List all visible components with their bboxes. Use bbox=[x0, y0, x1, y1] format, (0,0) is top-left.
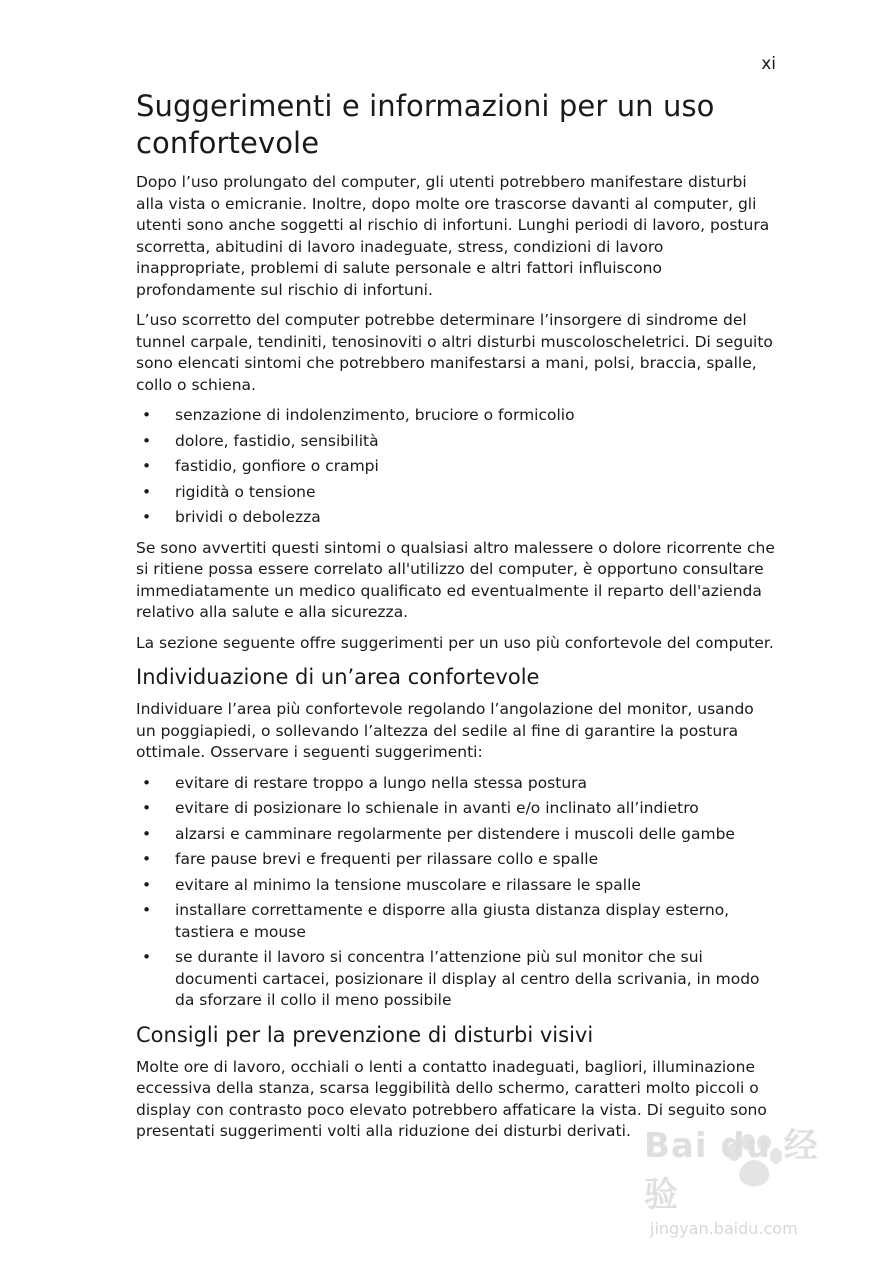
bullet-icon: • bbox=[142, 773, 152, 792]
list-item: • installare correttamente e disporre alla giusta distanza display esterno, tastiera e mouse bbox=[142, 901, 730, 941]
bullet-icon: • bbox=[142, 406, 152, 424]
bullet-icon: • bbox=[142, 824, 152, 843]
bullet-icon: • bbox=[142, 948, 152, 966]
list-item: • fastidio, gonfiore o crampi bbox=[136, 456, 776, 478]
list-item: • alzarsi e camminare regolarmente per distendere i muscoli delle gambe bbox=[136, 824, 776, 846]
watermark-url: jingyan.baidu.com bbox=[650, 1219, 798, 1238]
intro-paragraph-2: L’uso scorretto del computer potrebbe determinare l’insorgere di sindrome del tunnel carpale, tendiniti, tenosinoviti o altri disturbi muscoloscheletrici. Di seguito sono elencati sintomi che potrebbero manifestarsi a mani, polsi, braccia, spalle, collo o schiena. bbox=[136, 311, 773, 394]
document-body bbox=[136, 88, 776, 1152]
comfort-area-paragraph: Individuare l’area più confortevole regolando l’angolazione del monitor, usando un poggiapiedi, o sollevando l’altezza del sedile al fine di garantire la postura ottimale. Osservare i seguenti suggerimenti: bbox=[136, 700, 754, 761]
list-item: • evitare di posizionare lo schienale in avanti e/o inclinato all’indietro bbox=[136, 798, 776, 820]
section-heading-comfort-area: Individuazione di un’area confortevole bbox=[136, 665, 540, 689]
list-item: • dolore, fastidio, sensibilità bbox=[136, 431, 776, 453]
intro-paragraph-1: Dopo l’uso prolungato del computer, gli utenti potrebbero manifestare disturbi alla vista o emicranie. Inoltre, dopo molte ore trascorse davanti al computer, gli utenti sono anche soggetti al rischio di infortuni. Lunghi periodi di lavoro, postura scorretta, abitudini di lavoro inadeguate, stress, condizioni di lavoro inappropriate, problemi di salute personale e altri fattori influiscono profondamente sul rischio di infortuni. bbox=[136, 173, 770, 299]
section-intro-paragraph: La sezione seguente offre suggerimenti per un uso più confortevole del computer. bbox=[136, 633, 774, 652]
comfort-tips-list bbox=[136, 773, 776, 1012]
watermark bbox=[644, 1126, 844, 1244]
page-number: xi bbox=[761, 54, 776, 74]
symptoms-advice-paragraph: Se sono avvertiti questi sintomi o qualsiasi altro malessere o dolore ricorrente che si ritiene possa essere correlato all'utilizzo del computer, è opportuno consultare immediatamente un medico qualificato ed eventualmente il reparto dell'azienda relativo alla salute e alla sicurezza. bbox=[136, 538, 775, 621]
vision-paragraph: Molte ore di lavoro, occhiali o lenti a contatto inadeguati, bagliori, illuminazione eccessiva della stanza, scarsa leggibilità dello schermo, caratteri molto piccoli o display con contrasto poco elevato potrebbero affaticare la vista. Di seguito sono presentati suggerimenti volti alla riduzione dei disturbi derivati. bbox=[136, 1057, 767, 1140]
bullet-icon: • bbox=[142, 799, 152, 817]
list-item: • se durante il lavoro si concentra l’attenzione più sul monitor che sui documenti cartacei, posizionare il display al centro della scrivania, in modo da sforzare il collo il meno possibile bbox=[142, 948, 760, 1009]
section-heading-vision: Consigli per la prevenzione di disturbi visivi bbox=[136, 1022, 594, 1047]
bullet-icon: • bbox=[142, 901, 152, 919]
list-item: • senzazione di indolenzimento, bruciore o formicolio bbox=[136, 405, 776, 427]
list-item: • evitare di restare troppo a lungo nella stessa postura bbox=[136, 773, 776, 795]
bullet-icon: • bbox=[142, 850, 152, 868]
watermark-brand: Bai du 经验 bbox=[644, 1126, 819, 1215]
list-item: • brividi o debolezza bbox=[136, 507, 776, 529]
symptoms-list bbox=[136, 405, 776, 529]
bullet-icon: • bbox=[142, 508, 152, 526]
bullet-icon: • bbox=[142, 457, 152, 475]
list-item: • evitare al minimo la tensione muscolare e rilassare le spalle bbox=[136, 875, 776, 897]
list-item: • fare pause brevi e frequenti per rilassare collo e spalle bbox=[136, 849, 776, 871]
list-item: • rigidità o tensione bbox=[136, 482, 776, 504]
bullet-icon: • bbox=[142, 875, 152, 894]
page-title: Suggerimenti e informazioni per un uso confortevole bbox=[136, 89, 715, 160]
bullet-icon: • bbox=[142, 431, 152, 450]
bullet-icon: • bbox=[142, 482, 152, 501]
